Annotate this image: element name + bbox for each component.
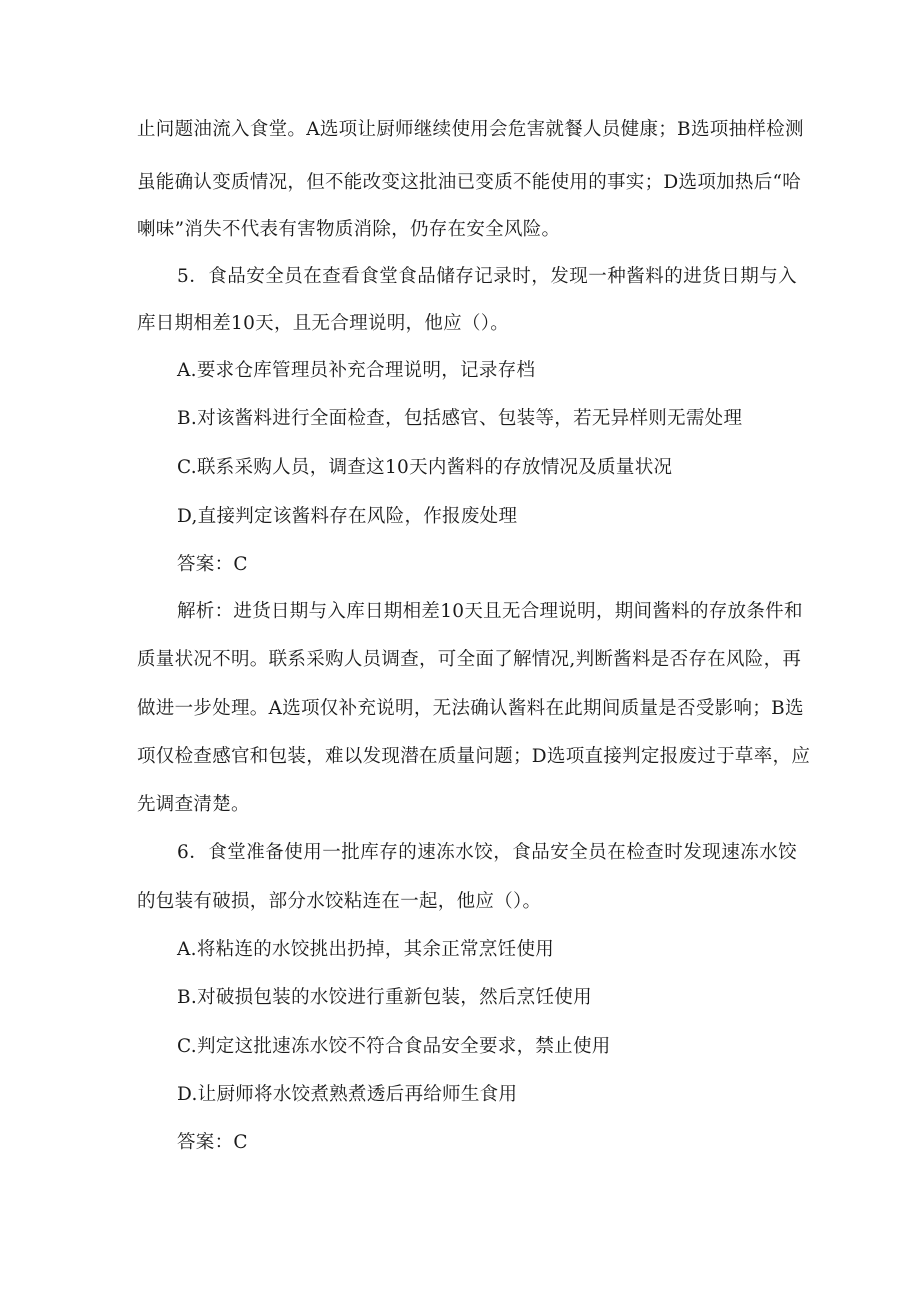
q5-analysis-line-4: 项仅检查感官和包装，难以发现潜在质量问题；D选项直接判定报废过于草率，应 — [137, 746, 811, 767]
q5-stem-line-2: 库日期相差10天，且无合理说明，他应（）。 — [137, 313, 510, 334]
q5-option-a: A.要求仓库管理员补充合理说明，记录存档 — [177, 360, 536, 381]
q6-stem-line-2: 的包装有破损，部分水饺粘连在一起，他应（）。 — [137, 891, 542, 912]
prev-explanation-line-3: 喇味”消失不代表有害物质消除，仍存在安全风险。 — [137, 219, 561, 240]
prev-explanation-line-1: 止问题油流入食堂。A选项让厨师继续使用会危害就餐人员健康；B选项抽样检测 — [137, 119, 804, 140]
q6-option-c: C.判定这批速冻水饺不符合食品安全要求，禁止使用 — [177, 1036, 611, 1057]
q6-answer: 答案：C — [177, 1132, 248, 1153]
q5-stem-line-1: 5．食品安全员在查看食堂食品储存记录时，发现一种酱料的进货日期与入 — [177, 266, 797, 287]
q6-option-a: A.将粘连的水饺挑出扔掉，其余正常烹饪使用 — [177, 939, 555, 960]
prev-explanation-line-2: 虽能确认变质情况，但不能改变这批油已变质不能使用的事实；D选项加热后“哈 — [137, 172, 802, 193]
q5-analysis-line-5: 先调查清楚。 — [137, 794, 250, 815]
q5-answer: 答案：C — [177, 554, 248, 575]
q5-analysis-line-2: 质量状况不明。联系采购人员调查，可全面了解情况,判断酱料是否存在风险，再 — [137, 649, 802, 670]
q6-option-b: B.对破损包装的水饺进行重新包装，然后烹饪使用 — [177, 987, 592, 1008]
q6-stem-line-1: 6．食堂准备使用一批库存的速冻水饺，食品安全员在检查时发现速冻水饺 — [177, 842, 797, 863]
q6-option-d: D.让厨师将水饺煮熟煮透后再给师生食用 — [177, 1084, 518, 1105]
q5-option-d: D,直接判定该酱料存在风险，作报废处理 — [177, 506, 518, 527]
q5-analysis-line-1: 解析：进货日期与入库日期相差10天且无合理说明，期间酱料的存放条件和 — [177, 601, 803, 622]
q5-option-b: B.对该酱料进行全面检查，包括感官、包装等，若无异样则无需处理 — [177, 408, 743, 429]
q5-option-c: C.联系采购人员，调查这10天内酱料的存放情况及质量状况 — [177, 457, 673, 478]
q5-analysis-line-3: 做进一步处理。A选项仅补充说明，无法确认酱料在此期间质量是否受影响；B选 — [137, 698, 804, 719]
